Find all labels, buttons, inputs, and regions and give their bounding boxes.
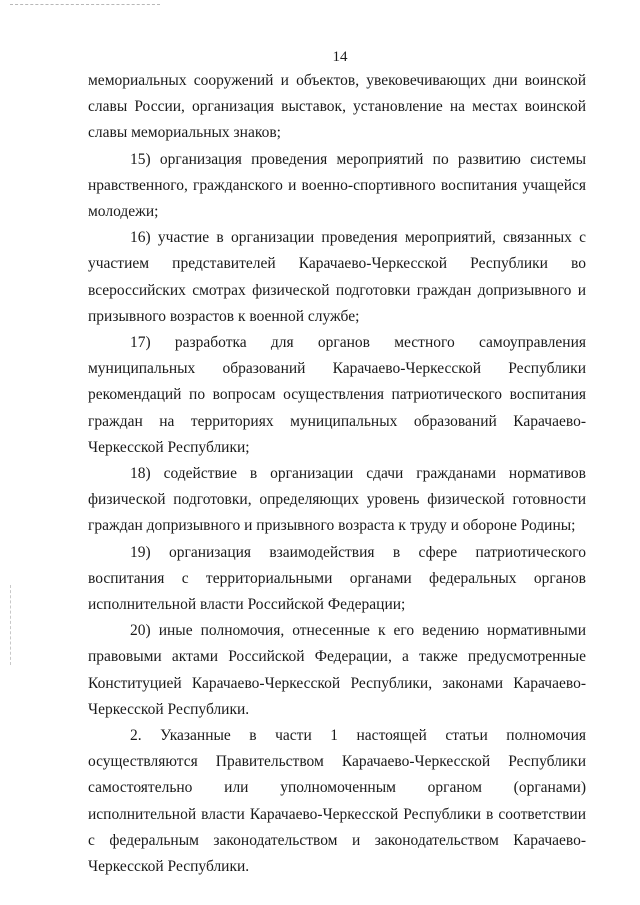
scan-artifact-left — [10, 585, 12, 665]
paragraph: 17) разработка для органов местного самоуправления муниципальных образований Карачаево-Черкесской Республики рекомендаций по вопросам осуществления патриотического воспитания граждан на территориях муниципальных образований Карачаево-Черкесской Республики; — [88, 334, 586, 456]
paragraph: 20) иные полномочия, отнесенные к его ведению нормативными правовыми актами Российской Федерации, а также предусмотренные Конституцией Карачаево-Черкесской Республики, законами Карачаево-Черкесской Республики. — [88, 622, 586, 718]
paragraph: мемориальных сооружений и объектов, увековечивающих дни воинской славы России, организация выставок, установление на местах воинской славы мемориальных знаков; — [88, 72, 586, 142]
paragraph: 18) содействие в организации сдачи гражданами нормативов физической подготовки, определяющих уровень физической готовности граждан допризывного и призывного возраста к труду и обороне Родины; — [88, 465, 586, 535]
paragraph: 15) организация проведения мероприятий по развитию системы нравственного, гражданского и военно-спортивного воспитания учащейся молодежи; — [88, 150, 586, 221]
paragraph: 16) участие в организации проведения мероприятий, связанных с участием представителей Карачаево-Черкесской Республики во всероссийских смотрах физической подготовки граждан допризывного и призывного возрастов к военной службе; — [88, 229, 586, 325]
document-body — [88, 68, 586, 880]
scan-artifact-top — [10, 4, 160, 6]
paragraph: 2. Указанные в части 1 настоящей статьи полномочия осуществляются Правительством Карачаево-Черкесской Республики самостоятельно или уполномоченным органом (органами) исполнительной власти Карачаево-Черкесской Республики в соответствии с федеральным законодательством и законодательством Карачаево-Черкесской Республики. — [88, 727, 586, 876]
paragraph: 19) организация взаимодействия в сфере патриотического воспитания с территориальными органами федеральных органов исполнительной власти Российской Федерации; — [88, 543, 586, 614]
page-number: 14 — [332, 49, 348, 65]
